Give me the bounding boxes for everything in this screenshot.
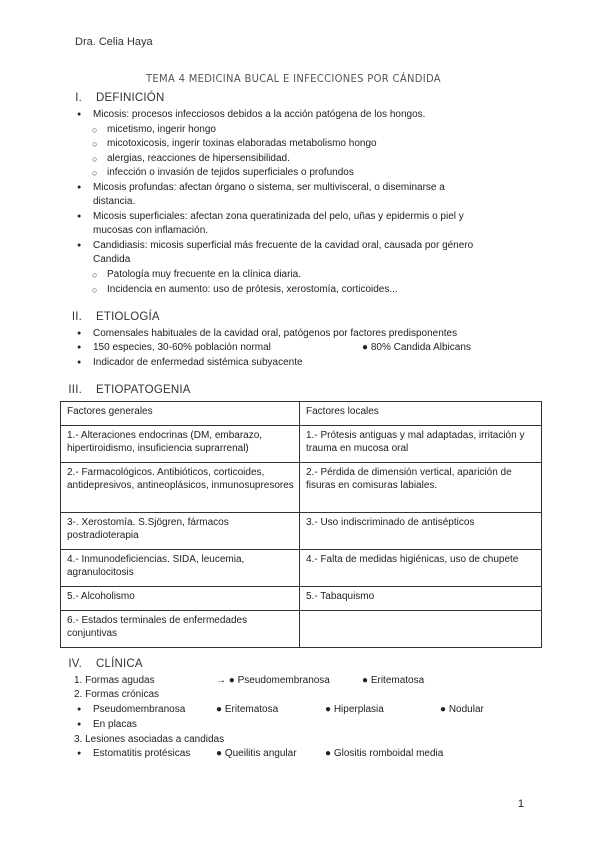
table-cell: 4.- Falta de medidas higiénicas, uso de chupete [300,550,542,587]
table-cell: 5.- Alcoholismo [61,587,300,611]
sub-list-item: ○ micetismo, ingerir hongo [107,123,216,138]
page-number: 1 [517,798,524,810]
table-row [61,513,542,550]
list-item: ● Micosis: procesos infecciosos debidos a la acción patógena de los hongos. [93,108,425,123]
table-row [61,426,542,463]
numbered-item: 1. Formas agudas [74,675,155,686]
table-cell: 2.- Farmacológicos. Antibióticos, corticoides, antidepresivos, antineoplásicos, inmunosupresores [61,463,300,513]
table-cell: 4.- Inmunodeficiencias. SIDA, leucemia, agranulocitosis [61,550,300,587]
inline-bullet: ● Glositis romboidal media [325,748,444,759]
factors-table [60,401,542,648]
sub-list-item: ○ Incidencia en aumento: uso de prótesis, xerostomía, corticoides... [107,283,398,298]
list-item-continuation: distancia. [93,196,136,207]
list-item-inline: ● 80% Candida Albicans [362,342,471,353]
inline-bullet: ● Hiperplasia [325,704,384,715]
section-number: III. [68,384,82,396]
table-cell: 3-. Xerostomía. S.Sjögren, fármacos postradioterapia [61,513,300,550]
list-item: ● En placas [93,718,137,733]
table-header-cell: Factores generales [61,402,300,426]
page-title: TEMA 4 MEDICINA BUCAL E INFECCIONES POR CÁNDIDA [146,73,441,86]
numbered-item: 2. Formas crónicas [74,689,160,700]
table-cell: 3.- Uso indiscriminado de antisépticos [300,513,542,550]
list-item: ● 150 especies, 30-60% población normal [93,341,271,356]
sub-list-item: ○ infección o invasión de tejidos superficiales o profundos [107,166,354,181]
sub-list-item: ○ alergias, reacciones de hipersensibilidad. [107,152,290,167]
table-row [61,550,542,587]
section-title: ETIOPATOGENIA [96,384,191,396]
sub-list-item: ○ micotoxicosis, ingerir toxinas elaboradas metabolismo hongo [107,137,377,152]
table-cell: 6.- Estados terminales de enfermedades conjuntivas [61,611,300,648]
inline-bullet: ● Nodular [440,704,484,715]
author-name: Dra. Celia Haya [75,36,153,48]
section-heading-definicion [60,92,164,104]
section-heading-etiopatogenia [60,384,191,396]
sub-list-item: ○ Patología muy frecuente en la clínica diaria. [107,268,301,283]
section-number: II. [71,311,82,323]
list-item-continuation: mucosas con inflamación. [93,225,209,236]
table-header-row [61,402,542,426]
section-title: CLÍNICA [96,658,143,670]
inline-bullet: ● Eritematosa [362,675,425,686]
list-item: ● Pseudomembranosa [93,703,185,718]
list-item: ● Indicador de enfermedad sistémica subyacente [93,356,303,371]
table-cell: 1.- Alteraciones endocrinas (DM, embarazo, hipertiroidismo, insuficiencia suprarrenal) [61,426,300,463]
table-cell: 5.- Tabaquismo [300,587,542,611]
list-item-continuation: Candida [93,254,131,265]
section-number: I. [75,92,82,104]
list-item: ● Micosis profundas: afectan órgano o sistema, ser multivisceral, o diseminarse a [93,181,445,196]
section-title: DEFINICIÓN [96,92,165,104]
list-item: ● Micosis superficiales: afectan zona queratinizada del pelo, uñas y epidermis o piel y [93,210,464,225]
table-row [61,587,542,611]
list-item: ● Candidiasis: micosis superficial más frecuente de la cavidad oral, causada por género [93,239,473,254]
inline-bullet: → ● Pseudomembranosa [216,675,330,686]
table-row [61,611,542,648]
list-item: ● Comensales habituales de la cavidad oral, patógenos por factores predisponentes [93,327,457,342]
table-cell [300,611,542,648]
list-item: ● Estomatitis protésicas [93,747,190,762]
section-number: IV. [68,658,82,670]
section-heading-etiologia [60,311,160,323]
table-cell: 1.- Prótesis antiguas y mal adaptadas, irritación y trauma en mucosa oral [300,426,542,463]
inline-bullet: ● Queilitis angular [216,748,297,759]
inline-bullet: ● Eritematosa [216,704,279,715]
section-heading-clinica [60,658,143,670]
section-title: ETIOLOGÍA [96,311,160,323]
numbered-item: 3. Lesiones asociadas a candidas [74,734,225,745]
table-cell: 2.- Pérdida de dimensión vertical, aparición de fisuras en comisuras labiales. [300,463,542,513]
table-row [61,463,542,513]
table-header-cell: Factores locales [300,402,542,426]
